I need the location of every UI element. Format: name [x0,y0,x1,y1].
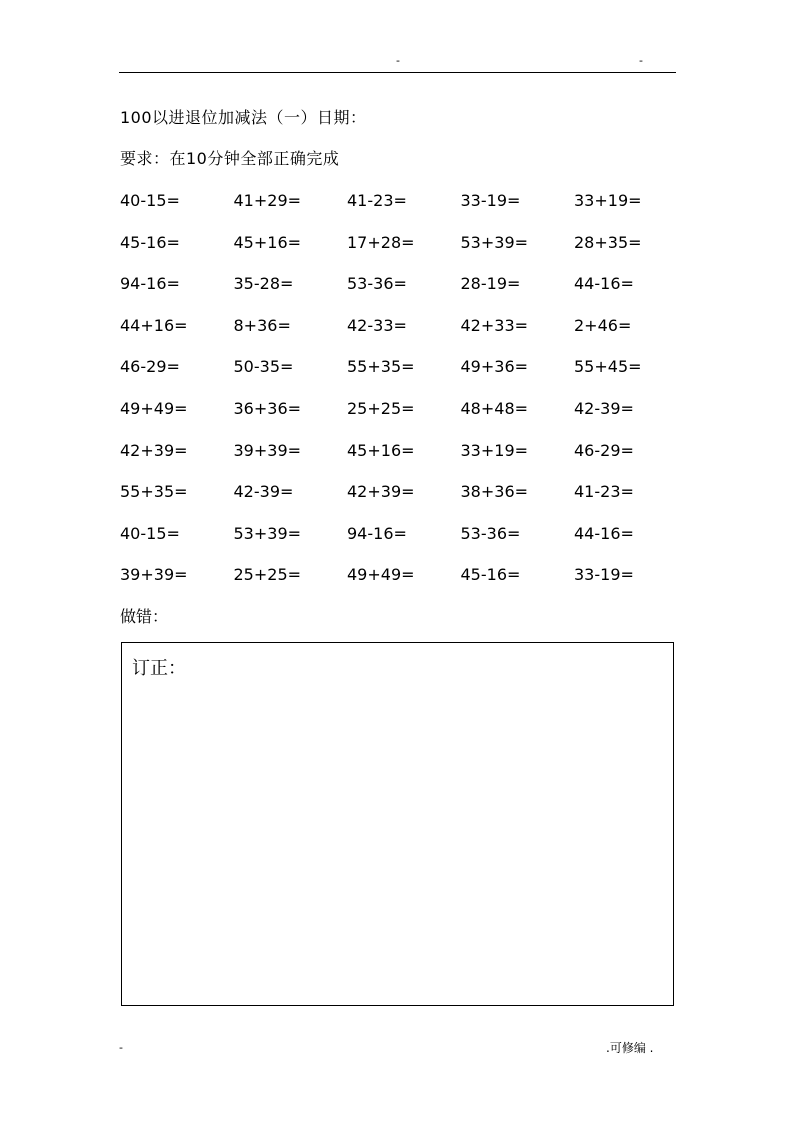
header-mark-center: - [396,54,400,67]
mistakes-label: 做错： [120,607,169,626]
problem: 33-19= [574,565,634,585]
problem: 46-29= [120,357,180,377]
problem: 25+25= [233,565,302,585]
problem: 33+19= [574,191,642,210]
problem: 53-36= [347,274,407,294]
problem: 48+48= [460,398,529,418]
problem: 44-16= [574,274,634,294]
problem: 41+29= [233,191,302,210]
problem: 55+45= [574,357,642,377]
problem: 49+49= [347,565,415,585]
worksheet-title: 100以进退位加减法（一）日期： [120,108,367,127]
correction-box[interactable] [121,642,674,1006]
problem: 45-16= [460,565,521,585]
problem: 44-16= [574,523,634,543]
problem: 42+39= [120,440,188,460]
problem: 55+35= [120,482,188,502]
problem: 17+28= [347,232,415,252]
problem: 42-39= [574,398,634,418]
problem: 41-23= [347,191,407,210]
problem: 53-36= [460,523,521,543]
problem: 28+35= [574,232,642,252]
problem: 8+36= [233,315,291,335]
problem: 94-16= [120,274,180,294]
problem: 53+39= [460,232,529,252]
problem: 41-23= [574,482,634,502]
problem: 49+36= [460,357,529,377]
problem: 45-16= [120,232,180,252]
problem: 45+16= [233,232,302,252]
problem: 94-16= [347,523,407,543]
header-rule [119,72,676,73]
footer-editable-note: .可修编 . [606,1041,654,1055]
problem-row [120,315,690,357]
problem: 42+39= [347,482,415,502]
problem-row [120,523,690,565]
correction-label: 订正： [132,658,186,679]
problem: 28-19= [460,274,521,294]
problem: 39+39= [120,565,188,585]
footer-mark-left: - [119,1041,123,1054]
problem-row [120,232,690,274]
worksheet-requirement: 要求：在10分钟全部正确完成 [120,149,340,168]
problem-row [120,398,690,440]
problem: 40-15= [120,191,180,210]
problem-grid [120,190,690,606]
problem: 44+16= [120,315,188,335]
problem-row [120,481,690,523]
problem: 2+46= [574,315,632,335]
problem: 49+49= [120,398,188,418]
problem: 39+39= [233,440,302,460]
problem-row [120,564,690,606]
header-mark-right: - [639,54,643,67]
problem-row [120,273,690,315]
problem: 40-15= [120,523,180,543]
problem: 36+36= [233,398,302,418]
problem: 42+33= [460,315,529,335]
problem: 50-35= [233,357,294,377]
problem: 42-33= [347,315,407,335]
problem: 25+25= [347,398,415,418]
problem: 35-28= [233,274,294,294]
problem: 33-19= [460,191,521,210]
problem-row [120,440,690,482]
problem: 38+36= [460,482,529,502]
problem: 46-29= [574,440,634,460]
problem-row [120,190,690,232]
problem: 45+16= [347,440,415,460]
problem: 55+35= [347,357,415,377]
problem-row [120,356,690,398]
problem: 53+39= [233,523,302,543]
problem: 33+19= [460,440,529,460]
problem: 42-39= [233,482,294,502]
